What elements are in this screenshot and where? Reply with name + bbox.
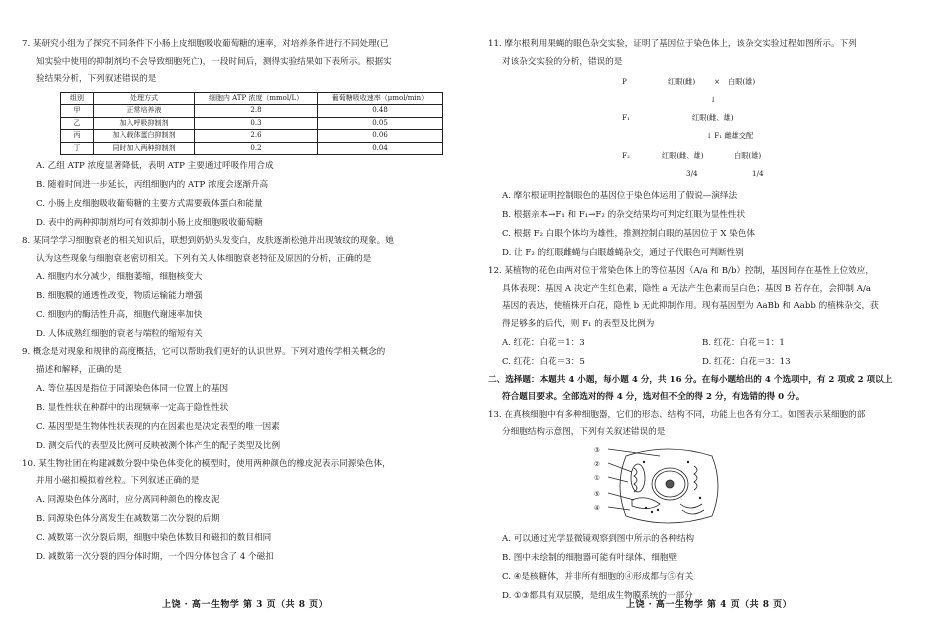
q13-stem-1: 13. 在真核细胞中有多种细胞器，它们的形态、结构不同，功能上也各有分工。如图表示某细胞的部 [488, 409, 866, 420]
cross-p-male: 白眼(雄) [728, 77, 756, 87]
table-cell: 乙 [61, 117, 94, 130]
table-cell: 丁 [61, 142, 94, 155]
table-cell: 0.04 [318, 142, 443, 155]
table-cell: 同时加入两种抑制剂 [94, 142, 195, 155]
q9-option-b: B. 显性性状在种群中的出现频率一定高于隐性性状 [36, 402, 229, 413]
cross-f2-red: 红眼(雌、雄) [662, 151, 704, 161]
question-11 [488, 36, 916, 263]
q8-stem-2: 认为这些现象与细胞衰老密切相关。下列有关人体细胞衰老特征及原因的分析，正确的是 [36, 253, 372, 264]
cross-ratio-red: 3/4 [686, 169, 698, 179]
q13-option-b: B. 图中未绘制的细胞器可能有叶绿体、细胞壁 [502, 552, 678, 563]
cross-p-label: P [622, 77, 627, 87]
q10-option-c: C. 减数第一次分裂后期，细胞中染色体数目和磁扣的数目相同 [36, 532, 272, 543]
q10-option-a: A. 同源染色体分离时，应分离同种颜色的橡皮泥 [36, 494, 220, 505]
table-cell: 正常培养液 [94, 105, 195, 118]
table-cell: 0.05 [318, 117, 443, 130]
q7-stem-2: 知实验中使用的抑制剂均不会导致细胞死亡)，一段时间后，测得实验结果如下表所示。根据实 [36, 56, 392, 67]
q12-stem-3: 基因的表达，使植株开白花，隐性 b 无此抑制作用。现有基因型为 AaBb 和 Aabb 的植株杂交，获 [502, 301, 879, 312]
q8-option-c: C. 细胞内的酶活性升高，细胞代谢速率加快 [36, 310, 203, 321]
cross-arrow-2: ↓ F₁ 雌雄交配 [706, 131, 754, 141]
table-header: 细胞内 ATP 浓度（mmol/L） [195, 92, 318, 105]
q12-option-c: C. 红花：白花＝3：5 [502, 356, 585, 367]
q13-option-c: C. ④是核糖体，并非所有细胞的④形成都与⑤有关 [502, 571, 694, 582]
section-2-heading [488, 372, 916, 407]
cell-label-5: ⑤ [594, 489, 600, 498]
q12-stem-1: 12. 某植物的花色由两对位于常染色体上的等位基因（A/a 和 B/b）控制，基因间存在基性上位效应， [488, 266, 874, 277]
table-cell: 0.2 [195, 142, 318, 155]
q9-stem-2: 描述和解释，正确的是 [36, 365, 122, 376]
q13-stem-2: 分细胞结构示意图，下列有关叙述错误的是 [502, 427, 666, 438]
q13-option-a: A. 可以通过光学显微镜观察到图中所示的各种结构 [502, 533, 695, 544]
question-8 [22, 233, 446, 344]
q7-option-d: D. 表中的两种抑制剂均可有效抑制小肠上皮细胞吸收葡萄糖 [36, 218, 263, 229]
cell-structure-drawing [608, 442, 728, 530]
question-13 [488, 407, 916, 606]
table-cell: 2.6 [195, 130, 318, 143]
q8-stem-1: 8. 某同学学习细胞衰老的相关知识后，联想到奶奶头发变白，皮肤逐渐松弛并出现皱纹的现象。她 [22, 236, 394, 247]
q13-option-d: D. ①③都具有双层膜，是组成生物膜系统的一部分 [502, 590, 693, 601]
question-10 [22, 456, 446, 567]
q7-option-b: B. 随着时间进一步延长，丙组细胞内的 ATP 浓度会逐渐升高 [36, 180, 269, 191]
q7-stem-3: 验结果分析，下列叙述错误的是 [36, 74, 157, 85]
table-row [61, 105, 443, 118]
section-2-line-1: 二、选择题：本题共 4 小题，每小题 4 分，共 16 分。在每小题给出的 4 个选项中，有 2 项或 2 项以上 [488, 374, 893, 385]
q8-option-a: A. 细胞内水分减少，细胞萎缩，细胞核变大 [36, 272, 203, 283]
q11-cross-diagram [488, 71, 916, 187]
cross-arrow-1: ↓ [710, 95, 717, 105]
question-12 [488, 263, 916, 371]
q8-option-b: B. 细胞膜的通透性改变，物质运输能力增强 [36, 291, 203, 302]
q10-option-b: B. 同源染色体分离发生在减数第二次分裂的后期 [36, 513, 220, 524]
table-row [61, 142, 443, 155]
q9-option-d: D. 测交后代的表型及比例可反映被测个体产生的配子类型及比例 [36, 440, 281, 451]
q11-stem-2: 对该杂交实验的分析，错误的是 [502, 56, 623, 67]
cell-label-3: ③ [594, 445, 600, 454]
q10-stem-2: 并用小磁扣模拟着丝粒。下列叙述正确的是 [36, 476, 200, 487]
table-cell: 丙 [61, 130, 94, 143]
q11-option-d: D. 让 F₂ 的红眼雌蝇与白眼雄蝇杂交，通过子代眼色可判断性别 [502, 248, 744, 259]
q10-stem-1: 10. 某生物社团在构建减数分裂中染色体变化的模型时，使用两种颜色的橡皮泥表示同源染色体， [22, 458, 391, 469]
q12-stem-4: 得足够多的后代，则 F₁ 的表型及比例为 [502, 318, 655, 329]
q11-option-b: B. 根据亲本→F₁ 和 F₁→F₂ 的杂交结果均可判定红眼为显性性状 [502, 210, 746, 221]
q12-option-d: D. 红花：白花＝3：13 [702, 356, 791, 367]
cross-f2-white: 白眼(雄) [734, 151, 762, 161]
cell-label-1: ① [594, 473, 600, 482]
table-header: 葡萄糖吸收速率（μmol/min） [318, 92, 443, 105]
question-7 [22, 36, 446, 233]
cross-ratio-white: 1/4 [752, 169, 764, 179]
q12-options-row-1 [488, 334, 916, 353]
q9-stem-1: 9. 概念是对现象和规律的高度概括，它可以帮助我们更好的认识世界。下列对遗传学相关概念的 [22, 347, 386, 358]
table-cell: 0.48 [318, 105, 443, 118]
table-header: 处理方式 [94, 92, 195, 105]
q12-option-a: A. 红花：白花＝1：3 [502, 337, 585, 348]
q12-stem-2: 具体表现：基因 A 决定产生红色素，隐性 a 无法产生色素而呈白色；基因 B 若存在，会抑制 A/a [502, 283, 871, 294]
table-cell: 0.3 [195, 117, 318, 130]
section-2-line-2: 符合题目要求。全部选对的得 4 分，选对但不全的得 2 分，有选错的得 0 分。 [502, 392, 805, 403]
left-page [22, 36, 446, 567]
q9-option-c: C. 基因型是生物体性状表现的内在因素也是决定表型的唯一因素 [36, 421, 280, 432]
q9-option-a: A. 等位基因是指位于同源染色体同一位置上的基因 [36, 383, 229, 394]
cell-label-4: ④ [594, 503, 600, 512]
q12-option-b: B. 红花：白花＝1：1 [702, 337, 785, 348]
q11-option-c: C. 根据 F₂ 白眼个体均为雄性，推测控制白眼的基因位于 X 染色体 [502, 229, 756, 240]
q11-option-a: A. 摩尔根证明控制眼色的基因位于染色体运用了假说—演绎法 [502, 191, 738, 202]
table-row [61, 117, 443, 130]
q7-option-a: A. 乙组 ATP 浓度显著降低，表明 ATP 主要通过呼吸作用合成 [36, 161, 274, 172]
cross-times: × [714, 77, 721, 87]
left-page-footer: 上饶 · 高一生物学 第 3 页（共 8 页） [162, 600, 329, 610]
table-header: 组别 [61, 92, 94, 105]
q13-cell-diagram [488, 442, 916, 530]
q11-stem-1: 11. 摩尔根利用果蝇的眼色杂交实验，证明了基因位于染色体上，该杂交实验过程如图所示。下列 [488, 39, 857, 49]
q7-option-c: C. 小肠上皮细胞吸收葡萄糖的主要方式需要载体蛋白和能量 [36, 199, 263, 210]
q7-stem-1: 7. 某研究小组为了探究不同条件下小肠上皮细胞吸收葡萄糖的速率，对培养条件进行不同处理(已 [22, 39, 389, 49]
table-cell: 加入呼吸抑制剂 [94, 117, 195, 130]
table-cell: 2.8 [195, 105, 318, 118]
q7-results-table [60, 92, 443, 156]
cross-f1-phenotype: 红眼(雌、雄) [692, 113, 734, 123]
table-cell: 甲 [61, 105, 94, 118]
table-row [61, 130, 443, 143]
table-cell: 加入载体蛋白抑制剂 [94, 130, 195, 143]
right-page-footer: 上饶 · 高一生物学 第 4 页（共 8 页） [626, 600, 793, 610]
cross-p-female: 红眼(雌) [668, 77, 696, 87]
table-cell: 0.06 [318, 130, 443, 143]
cell-label-2: ② [594, 459, 600, 468]
q8-option-d: D. 人体成熟红细胞的衰老与端粒的缩短有关 [36, 329, 203, 340]
q10-option-d: D. 减数第一次分裂的四分体时期，一个四分体包含了 4 个磁扣 [36, 551, 274, 562]
cross-f1-label: F₁ [622, 113, 630, 123]
q12-options-row-2 [488, 353, 916, 372]
table-header-row [61, 92, 443, 105]
cross-f2-label: F₂ [622, 151, 630, 161]
right-page [488, 36, 916, 606]
question-9 [22, 344, 446, 455]
